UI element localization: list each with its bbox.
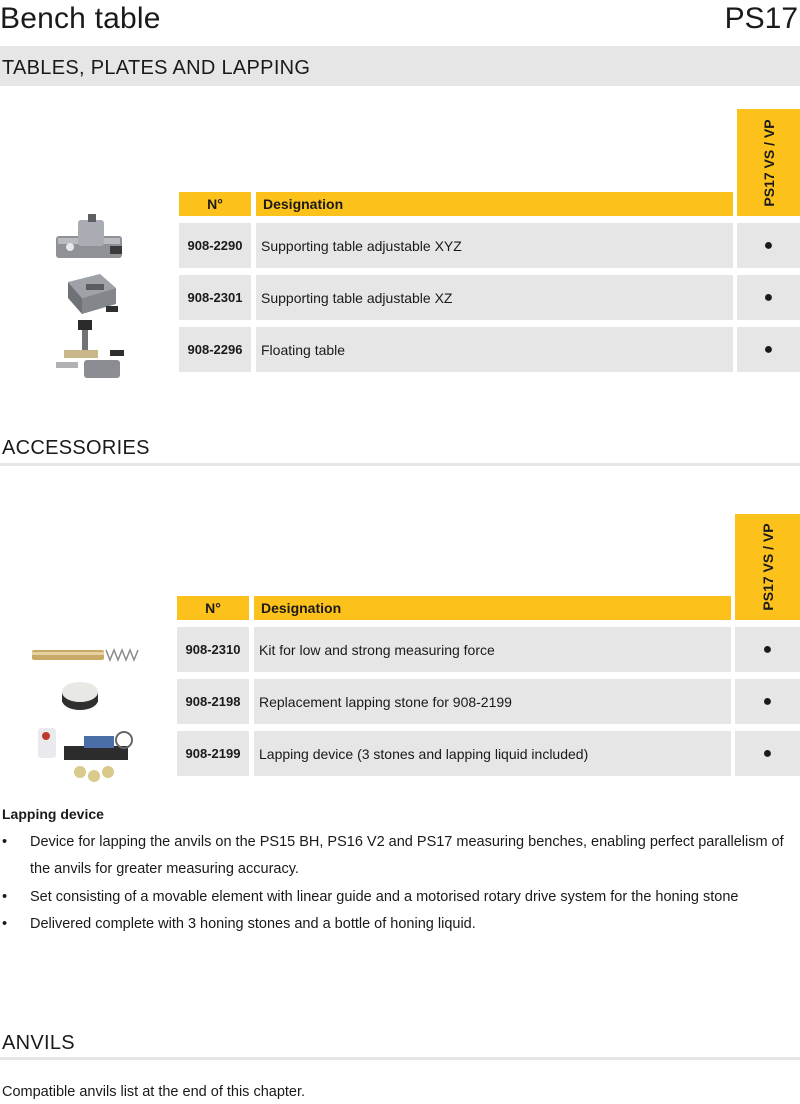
bullet-item — [2, 884, 800, 911]
bullet-glyph: • — [2, 834, 8, 850]
anvils-note: Compatible anvils list at the end of this chapter. — [2, 1084, 306, 1100]
availability-dot: ● — [737, 223, 800, 268]
table-row-designation: Supporting table adjustable XYZ — [256, 223, 733, 268]
lapping-device-heading: Lapping device — [2, 806, 104, 822]
bullet-text: Device for lapping the anvils on the PS15 BH, PS16 V2 and PS17 measuring benches, enabling perfect parallelism of the anvils for greater measuring accuracy. — [30, 834, 784, 877]
supporting-tables-image — [50, 210, 130, 385]
availability-dot: ● — [735, 731, 800, 776]
page-title: Bench table — [0, 2, 161, 35]
table-row-designation: Supporting table adjustable XZ — [256, 275, 733, 320]
section-rule — [0, 1057, 800, 1060]
section-rule — [0, 463, 800, 466]
force-kit-image — [32, 650, 138, 660]
column-header-designation: Designation — [254, 596, 731, 620]
lapping-stone-image — [62, 682, 98, 710]
table-row-designation: Lapping device (3 stones and lapping liquid included) — [254, 731, 731, 776]
column-header-designation: Designation — [256, 192, 733, 216]
column-header-number: N° — [179, 192, 251, 216]
model-column-label: PS17 VS / VP — [759, 523, 776, 611]
section-title-tables: TABLES, PLATES AND LAPPING — [2, 57, 311, 79]
table-row-number: 908-2290 — [179, 223, 251, 268]
bullet-text: Delivered complete with 3 honing stones and a bottle of honing liquid. — [30, 916, 476, 932]
table-row-number: 908-2310 — [177, 627, 249, 672]
table-row-number: 908-2301 — [179, 275, 251, 320]
table-row-number: 908-2199 — [177, 731, 249, 776]
bullet-text: Set consisting of a movable element with linear guide and a motorised rotary drive system for the honing stone — [30, 889, 739, 905]
table-row-designation: Kit for low and strong measuring force — [254, 627, 731, 672]
accessories-image — [28, 640, 144, 790]
bullet-item — [2, 829, 800, 883]
bullet-glyph: • — [2, 889, 8, 905]
availability-dot: ● — [737, 327, 800, 372]
table-row-designation: Floating table — [256, 327, 733, 372]
product-code: PS17 — [724, 2, 798, 35]
section-title-accessories: ACCESSORIES — [2, 437, 150, 459]
xyz-table-image — [56, 214, 122, 258]
xz-table-image — [68, 274, 118, 314]
availability-dot: ● — [735, 627, 800, 672]
table-row-number: 908-2198 — [177, 679, 249, 724]
bullet-item — [2, 911, 800, 938]
model-column-header — [735, 514, 800, 620]
availability-dot: ● — [735, 679, 800, 724]
lapping-device-image — [38, 728, 132, 782]
model-column-header — [737, 109, 800, 216]
availability-dot: ● — [737, 275, 800, 320]
section-title-anvils: ANVILS — [2, 1032, 75, 1054]
column-header-number: N° — [177, 596, 249, 620]
floating-table-image — [56, 320, 124, 378]
table-row-designation: Replacement lapping stone for 908-2199 — [254, 679, 731, 724]
table-row-number: 908-2296 — [179, 327, 251, 372]
model-column-label: PS17 VS / VP — [760, 118, 777, 207]
bullet-glyph: • — [2, 916, 8, 932]
